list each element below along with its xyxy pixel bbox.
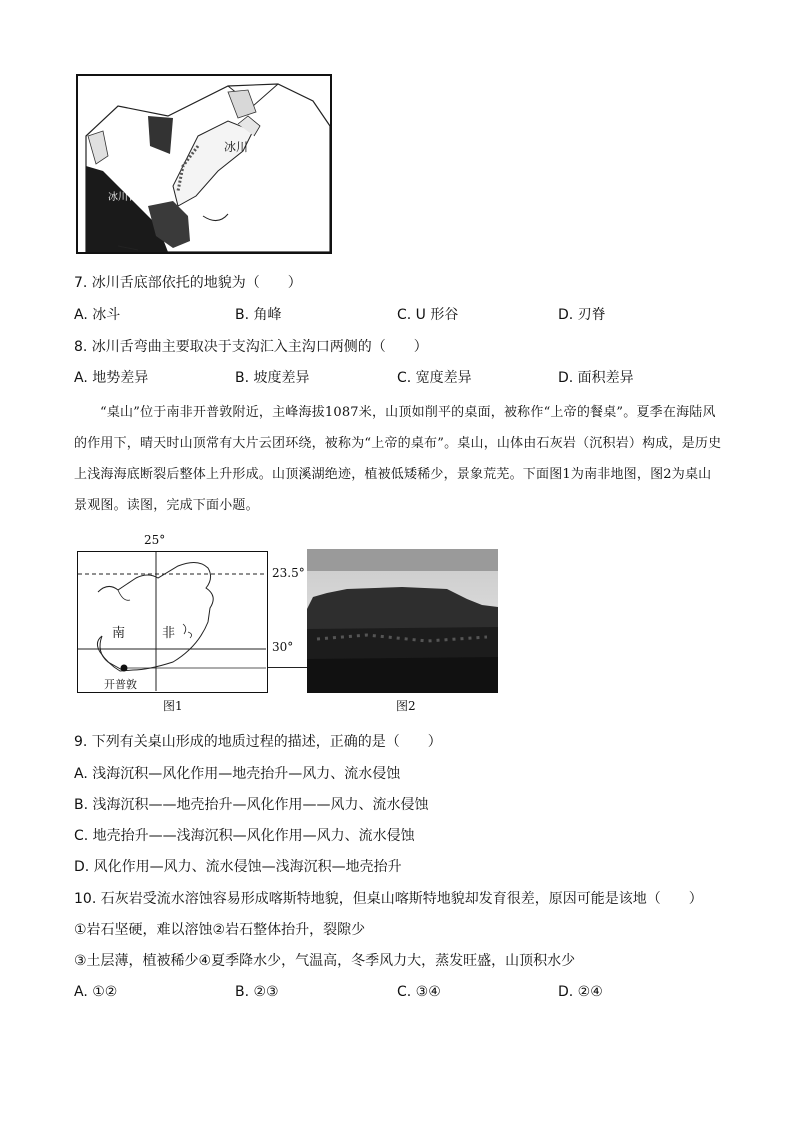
q9-option-b: B. 浅海沉积——地壳抬升—风化作用——风力、流水侵蚀: [74, 797, 429, 813]
glacier-figure: [76, 74, 332, 254]
map-lat30-label: 30°: [272, 640, 294, 654]
map-longitude-label: 25°: [144, 533, 166, 547]
photo-image: [307, 549, 498, 693]
q7-option-b: B. 角峰: [235, 307, 282, 323]
q7-option-a: A. 冰斗: [74, 307, 121, 323]
glacier-tongue-label: 冰川舌: [108, 192, 138, 203]
south-africa-map: [77, 551, 268, 693]
q10-option-a: A. ①②: [74, 984, 118, 1000]
map-city-label: 开普敦: [104, 678, 137, 691]
q9-stem: 9. 下列有关桌山形成的地质过程的描述，正确的是（ ）: [74, 734, 442, 750]
figure1-caption: 图1: [163, 699, 183, 713]
q8-option-a: A. 地势差异: [74, 370, 149, 386]
glacier-label: 冰川: [224, 140, 249, 154]
q10-statement-2: ③土层薄，植被稀少④夏季降水少，气温高，冬季风力大，蒸发旺盛，山顶积水少: [74, 953, 576, 969]
map-label-south: 南: [112, 626, 126, 641]
q8-option-b: B. 坡度差异: [235, 370, 310, 386]
q10-option-b: B. ②③: [235, 984, 279, 1000]
q7-stem: 7. 冰川舌底部依托的地貌为（ ）: [74, 275, 302, 291]
map-label-africa: 非: [162, 626, 176, 641]
q10-statement-1: ①岩石坚硬，难以溶蚀②岩石整体抬升，裂隙少: [74, 922, 366, 938]
glacier-sketch: [78, 76, 330, 252]
q9-option-a: A. 浅海沉积—风化作用—地壳抬升—风力、流水侵蚀: [74, 766, 401, 782]
passage: [74, 397, 722, 521]
q7-option-d: D. 刃脊: [558, 307, 606, 323]
q9-option-d: D. 风化作用—风力、流水侵蚀—浅海沉积—地壳抬升: [74, 859, 402, 875]
q9-option-c: C. 地壳抬升——浅海沉积—风化作用—风力、流水侵蚀: [74, 828, 415, 844]
q10-stem: 10. 石灰岩受流水溶蚀容易形成喀斯特地貌，但桌山喀斯特地貌却发育很差，原因可能是该地（ ）: [74, 891, 703, 907]
figure2-caption: 图2: [396, 699, 416, 713]
map-tropic-label: 23.5°: [272, 566, 305, 580]
passage-text: “桌山”位于南非开普敦附近，主峰海拔1087米，山顶如削平的桌面，被称作“上帝的餐桌”。夏季在海陆风的作用下，晴天时山顶常有大片云团环绕，被称为“上帝的桌布”。桌山，山体由石灰岩（沉积岩）构成，是历史上浅海海底断裂后整体上升形成。山顶溪湖绝迹，植被低矮稀少，景象荒芜。下面图1为南非地图，图2为桌山景观图。读图，完成下面小题。: [74, 405, 722, 513]
q8-stem: 8. 冰川舌弯曲主要取决于支沟汇入主沟口两侧的（ ）: [74, 339, 428, 355]
q8-option-d: D. 面积差异: [558, 370, 634, 386]
q7-option-c: C. U 形谷: [397, 307, 459, 323]
q8-option-c: C. 宽度差异: [397, 370, 472, 386]
map-connector-line: [268, 667, 308, 668]
q10-option-d: D. ②④: [558, 984, 603, 1000]
table-mountain-photo: [307, 549, 498, 693]
q10-option-c: C. ③④: [397, 984, 441, 1000]
